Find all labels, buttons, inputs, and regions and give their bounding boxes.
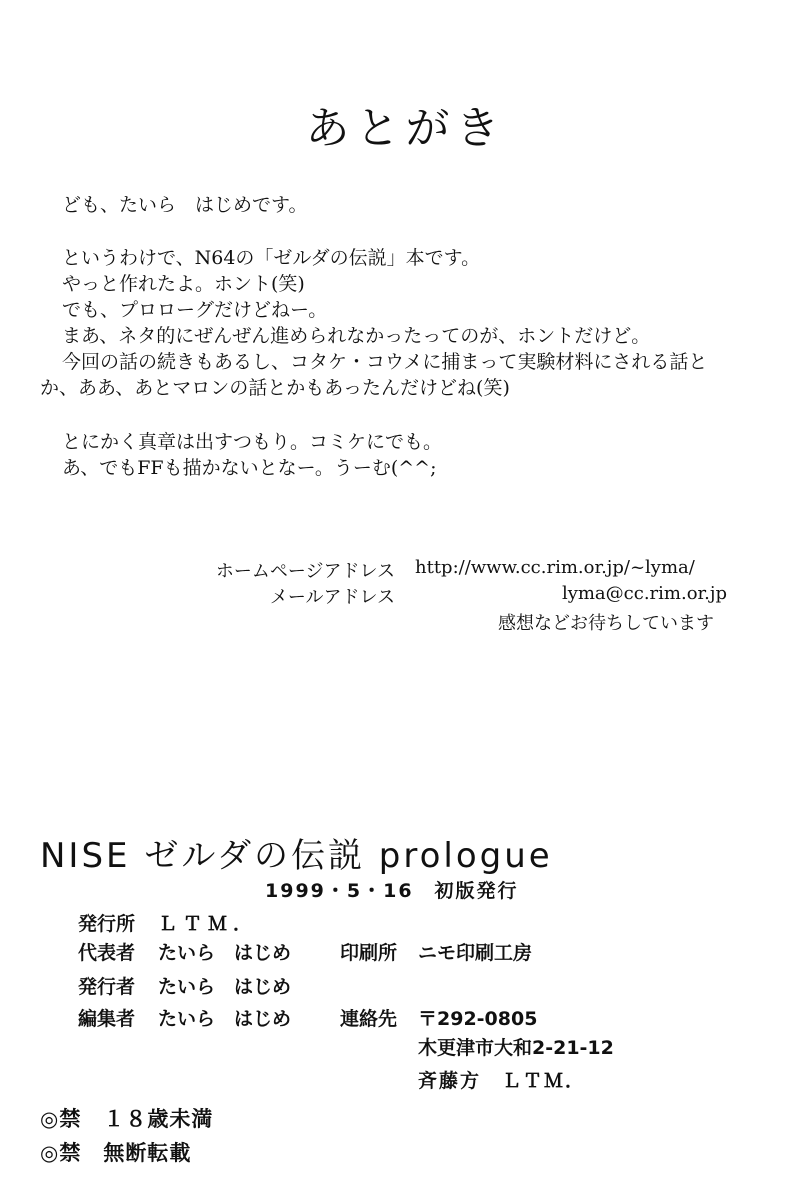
printer-value: ニモ印刷工房: [418, 942, 533, 964]
homepage-url[interactable]: http://www.cc.rim.or.jp/~lyma/: [415, 557, 695, 578]
representative-value: たいら はじめ: [158, 942, 292, 964]
colophon-title: NISE ゼルダの伝説 prologue: [40, 836, 553, 876]
afterword-line: ども、たいら はじめです。: [62, 194, 308, 216]
closing-message: 感想などお待ちしています: [498, 613, 714, 634]
afterword-line: とにかく真章は出すつもり。コミケにでも。: [62, 431, 443, 453]
publisher-value: ＬＴＭ．: [158, 913, 259, 935]
editor-value: たいら はじめ: [158, 1008, 292, 1030]
afterword-title: あとがき: [305, 103, 506, 154]
representative-label: 代表者: [78, 942, 136, 964]
notice-age-restriction: ◎禁 １８歳未満: [40, 1107, 214, 1131]
afterword-line: あ、でもFFも描かないとなー。うーむ(^^;: [62, 457, 437, 479]
issuer-label: 発行者: [78, 976, 136, 998]
homepage-label: ホームページアドレス: [215, 561, 395, 582]
printer-label: 印刷所: [340, 942, 398, 964]
contact-label: 連絡先: [340, 1008, 398, 1030]
afterword-line: やっと作れたよ。ホント(笑): [62, 273, 305, 295]
afterword-line: か、ああ、あとマロンの話とかもあったんだけどね(笑): [40, 377, 510, 399]
editor-label: 編集者: [78, 1008, 136, 1030]
issuer-value: たいら はじめ: [158, 976, 292, 998]
afterword-line: でも、プロローグだけどねー。: [62, 299, 328, 321]
contact-postal: 〒292-0805: [418, 1008, 538, 1030]
publication-date: 1999・5・16 初版発行: [265, 880, 519, 902]
contact-care-of: 斉藤方 ＬＴＭ．: [418, 1070, 587, 1092]
afterword-line: 今回の話の続きもあるし、コタケ・コウメに捕まって実験材料にされる話と: [62, 351, 708, 373]
mail-address[interactable]: lyma@cc.rim.or.jp: [561, 583, 727, 604]
notice-no-reproduction: ◎禁 無断転載: [40, 1141, 192, 1165]
afterword-line: まあ、ネタ的にぜんぜん進められなかったってのが、ホントだけど。: [62, 325, 651, 347]
contact-address: 木更津市大和2-21-12: [418, 1037, 614, 1059]
afterword-line: というわけで、N64の「ゼルダの伝説」本です。: [62, 247, 481, 269]
publisher-label: 発行所: [78, 913, 136, 935]
mail-label: メールアドレス: [269, 587, 395, 608]
